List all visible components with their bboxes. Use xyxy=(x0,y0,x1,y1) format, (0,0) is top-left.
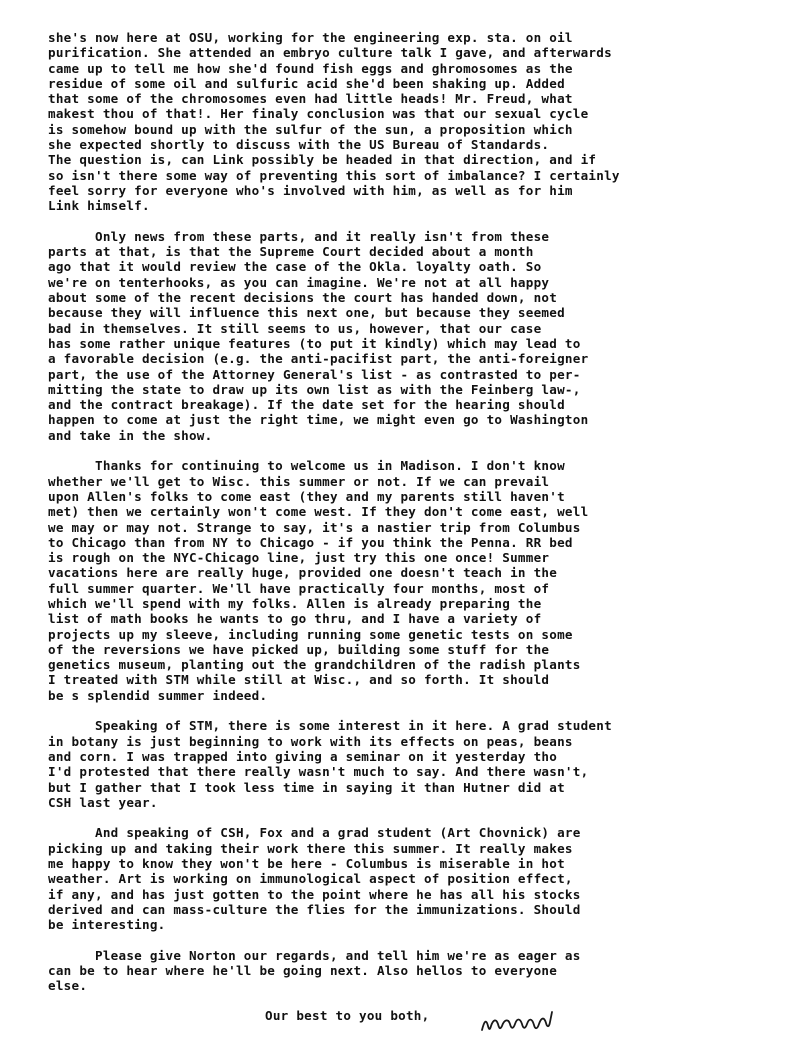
text-line: we may or may not. Strange to say, it's a nastier trip from Columbus xyxy=(48,519,581,535)
letter-paragraph xyxy=(48,718,788,810)
text-line: because they will influence this next one, but because they seemed xyxy=(48,305,565,321)
text-line: of the reversions we have picked up, building some stuff for the xyxy=(48,641,550,657)
text-line: derived and can mass-culture the flies for the immunizations. Should xyxy=(48,901,581,917)
text-line: I treated with STM while still at Wisc., and so forth. It should xyxy=(48,672,550,688)
text-line: about some of the recent decisions the court has handed down, not xyxy=(48,290,558,306)
text-line: Only news from these parts, and it really isn't from these xyxy=(48,228,550,244)
text-line: be interesting. xyxy=(48,917,166,933)
text-line: genetics museum, planting out the grandchildren of the radish plants xyxy=(48,657,581,673)
text-line: feel sorry for everyone who's involved with him, as well as for him xyxy=(48,182,573,198)
text-line: vacations here are really huge, provided one doesn't teach in the xyxy=(48,565,558,581)
text-line: list of math books he wants to go thru, and I have a variety of xyxy=(48,611,542,627)
letter-closing: Our best to you both, xyxy=(265,1008,430,1023)
text-line: so isn't there some way of preventing this sort of imbalance? I certainly xyxy=(48,167,620,183)
text-line: and take in the show. xyxy=(48,427,213,443)
text-line: if any, and has just gotten to the point where he has all his stocks xyxy=(48,886,581,902)
text-line: to Chicago than from NY to Chicago - if you think the Penna. RR bed xyxy=(48,534,573,550)
text-line: Speaking of STM, there is some interest in it here. A grad student xyxy=(48,718,612,734)
text-line: Thanks for continuing to welcome us in Madison. I don't know xyxy=(48,458,565,474)
text-line: is rough on the NYC-Chicago line, just try this one once! Summer xyxy=(48,550,550,566)
letter-paragraph xyxy=(48,458,788,703)
text-line: she expected shortly to discuss with the US Bureau of Standards. xyxy=(48,137,550,153)
letter-paragraph xyxy=(48,825,788,932)
text-line: and corn. I was trapped into giving a seminar on it yesterday tho xyxy=(48,748,558,764)
text-line: came up to tell me how she'd found fish eggs and ghromosomes as the xyxy=(48,60,573,76)
text-line: happen to come at just the right time, we might even go to Washington xyxy=(48,412,589,428)
text-line: we're on tenterhooks, as you can imagine. We're not at all happy xyxy=(48,274,550,290)
text-line: residue of some oil and sulfuric acid she'd been shaking up. Added xyxy=(48,75,565,91)
text-line: in botany is just beginning to work with its effects on peas, beans xyxy=(48,733,573,749)
text-line: bad in themselves. It still seems to us, however, that our case xyxy=(48,320,542,336)
text-line: makest thou of that!. Her finaly conclusion was that our sexual cycle xyxy=(48,106,589,122)
text-line: purification. She attended an embryo culture talk I gave, and afterwards xyxy=(48,45,612,61)
text-line: whether we'll get to Wisc. this summer or not. If we can prevail xyxy=(48,473,550,489)
text-line: be s splendid summer indeed. xyxy=(48,687,268,703)
text-line: me happy to know they won't be here - Columbus is miserable in hot xyxy=(48,856,565,872)
text-line: which we'll spend with my folks. Allen is already preparing the xyxy=(48,595,542,611)
text-line: that some of the chromosomes even had little heads! Mr. Freud, what xyxy=(48,91,573,107)
text-line: but I gather that I took less time in saying it than Hutner did at xyxy=(48,779,565,795)
text-line: else. xyxy=(48,978,88,994)
text-line: has some rather unique features (to put it kindly) which may lead to xyxy=(48,335,581,351)
text-line: a favorable decision (e.g. the anti-pacifist part, the anti-foreigner xyxy=(48,351,589,367)
text-line: weather. Art is working on immunological aspect of position effect, xyxy=(48,871,573,887)
text-line: parts at that, is that the Supreme Court decided about a month xyxy=(48,244,534,260)
text-line: upon Allen's folks to come east (they and my parents still haven't xyxy=(48,488,565,504)
letter-paragraph xyxy=(48,30,788,214)
text-line: full summer quarter. We'll have practically four months, most of xyxy=(48,580,550,596)
text-line: projects up my sleeve, including running some genetic tests on some xyxy=(48,626,573,642)
letter-paragraph xyxy=(48,229,788,443)
text-line: And speaking of CSH, Fox and a grad student (Art Chovnick) are xyxy=(48,825,581,841)
text-line: is somehow bound up with the sulfur of the sun, a proposition which xyxy=(48,121,573,137)
text-line: I'd protested that there really wasn't much to say. And there wasn't, xyxy=(48,764,589,780)
text-line: CSH last year. xyxy=(48,794,158,810)
text-line: part, the use of the Attorney General's list - as contrasted to per- xyxy=(48,366,581,382)
letter-body xyxy=(48,30,788,994)
letter-paragraph xyxy=(48,948,788,994)
text-line: mitting the state to draw up its own list as with the Feinberg law-, xyxy=(48,381,581,397)
text-line: she's now here at OSU, working for the engineering exp. sta. on oil xyxy=(48,30,573,45)
text-line: and the contract breakage). If the date set for the hearing should xyxy=(48,397,565,413)
text-line: met) then we certainly won't come west. If they don't come east, well xyxy=(48,504,589,520)
handwritten-signature xyxy=(478,1000,578,1040)
text-line: can be to hear where he'll be going next. Also hellos to everyone xyxy=(48,963,558,979)
text-line: Link himself. xyxy=(48,198,150,214)
text-line: ago that it would review the case of the Okla. loyalty oath. So xyxy=(48,259,542,275)
text-line: Please give Norton our regards, and tell him we're as eager as xyxy=(48,947,581,963)
text-line: picking up and taking their work there this summer. It really makes xyxy=(48,840,573,856)
text-line: The question is, can Link possibly be headed in that direction, and if xyxy=(48,152,597,168)
